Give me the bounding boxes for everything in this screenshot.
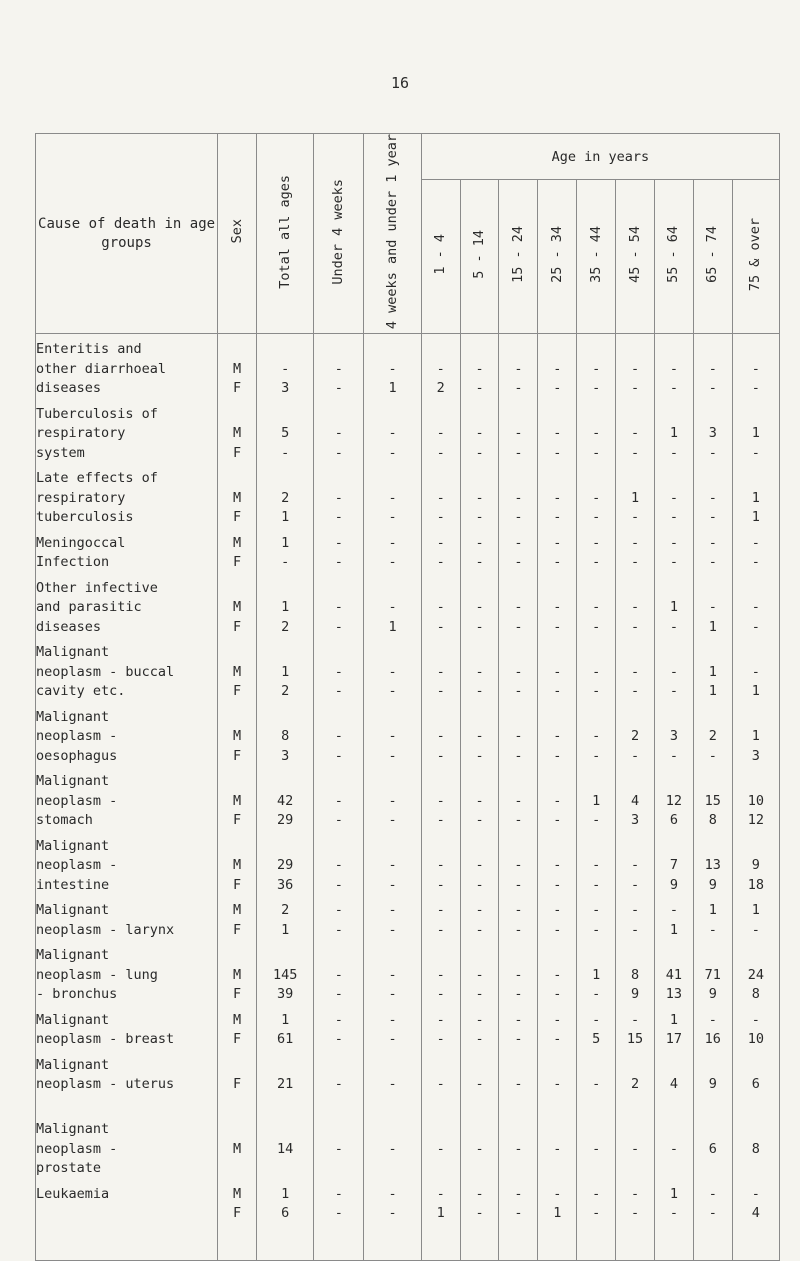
value-cell: - - <box>314 766 364 831</box>
value-cell: - - <box>314 637 364 702</box>
value-cell: 15 8 <box>693 766 732 831</box>
value-cell: - - <box>314 399 364 464</box>
value-cell: 3 - <box>693 399 732 464</box>
value-cell: - - <box>577 573 616 638</box>
value-cell: - - <box>364 1179 421 1261</box>
value-cell: - - <box>538 831 577 896</box>
value-cell: - <box>314 1114 364 1179</box>
value-cell: - - <box>364 1005 421 1050</box>
value-cell: - - <box>314 702 364 767</box>
value-cell: - - <box>421 766 460 831</box>
value-cell: - - <box>499 463 538 528</box>
page-number: 16 <box>390 74 410 92</box>
table-row <box>36 940 780 1005</box>
value-cell: - - <box>460 334 499 399</box>
value-cell: - - <box>421 1005 460 1050</box>
value-cell: - - <box>499 399 538 464</box>
cause-label: Malignant neoplasm - oesophagus <box>36 702 218 767</box>
value-cell: - - <box>364 940 421 1005</box>
header-4-weeks-1-year: 4 weeks and under 1 year <box>364 134 421 334</box>
cause-label: Leukaemia <box>36 1179 218 1261</box>
value-cell: - - <box>499 940 538 1005</box>
table-row <box>36 463 780 528</box>
value-cell: 1 - <box>732 399 779 464</box>
cause-label: Malignant neoplasm - intestine <box>36 831 218 896</box>
table-row <box>36 528 780 573</box>
cause-label: Tuberculosis of respiratory system <box>36 399 218 464</box>
value-cell: - - <box>314 573 364 638</box>
value-cell: - - <box>499 1005 538 1050</box>
table-row <box>36 399 780 464</box>
value-cell: - - <box>538 573 577 638</box>
value-cell: - - <box>314 528 364 573</box>
value-cell: 1 17 <box>654 1005 693 1050</box>
value-cell: - - <box>421 528 460 573</box>
value-cell: - - <box>577 1179 616 1261</box>
value-cell: - - <box>314 1179 364 1261</box>
value-cell: - - <box>421 463 460 528</box>
sex-cell: F <box>218 1050 257 1115</box>
value-cell: - - <box>460 702 499 767</box>
value-cell: - 1 <box>732 637 779 702</box>
cause-label: Malignant neoplasm - larynx <box>36 895 218 940</box>
value-cell: - <box>460 1114 499 1179</box>
cause-label: Meningoccal Infection <box>36 528 218 573</box>
sex-cell: M F <box>218 528 257 573</box>
value-cell: - - <box>732 528 779 573</box>
value-cell: - - <box>732 334 779 399</box>
cause-label: Malignant neoplasm - prostate <box>36 1114 218 1179</box>
value-cell: - - <box>460 895 499 940</box>
value-cell: - - <box>616 399 655 464</box>
value-cell: 1 2 <box>257 573 314 638</box>
value-cell: 1 - <box>577 940 616 1005</box>
sex-cell: M F <box>218 831 257 896</box>
value-cell: 4 3 <box>616 766 655 831</box>
value-cell: 2 - <box>693 702 732 767</box>
cause-label: Late effects of respiratory tuberculosis <box>36 463 218 528</box>
value-cell: 13 9 <box>693 831 732 896</box>
value-cell: 1 - <box>654 573 693 638</box>
value-cell: - 10 <box>732 1005 779 1050</box>
value-cell: 1 1 <box>732 463 779 528</box>
value-cell: 1 3 <box>732 702 779 767</box>
value-cell: - - <box>654 637 693 702</box>
table-row <box>36 766 780 831</box>
value-cell: 24 8 <box>732 940 779 1005</box>
value-cell: - - <box>499 1179 538 1261</box>
cause-label: Malignant neoplasm - lung - bronchus <box>36 940 218 1005</box>
value-cell: - 15 <box>616 1005 655 1050</box>
value-cell: - - <box>499 831 538 896</box>
value-cell: 1 - <box>654 399 693 464</box>
cause-label: Malignant neoplasm - uterus <box>36 1050 218 1115</box>
value-cell: - <box>460 1050 499 1115</box>
value-cell: - - <box>460 766 499 831</box>
value-cell: - 16 <box>693 1005 732 1050</box>
sex-cell: M F <box>218 1005 257 1050</box>
value-cell: - <box>314 1050 364 1115</box>
value-cell: 145 39 <box>257 940 314 1005</box>
value-cell: - - <box>364 637 421 702</box>
sex-cell: M F <box>218 463 257 528</box>
value-cell: - - <box>499 334 538 399</box>
value-cell: - <box>654 1114 693 1179</box>
table-row <box>36 1114 780 1179</box>
value-cell: - - <box>577 831 616 896</box>
header-age-45-54: 45 - 54 <box>616 180 655 334</box>
value-cell: 10 12 <box>732 766 779 831</box>
value-cell: 1 - <box>732 895 779 940</box>
value-cell: - - <box>421 940 460 1005</box>
sex-cell: M F <box>218 399 257 464</box>
value-cell: - - <box>499 637 538 702</box>
value-cell: - 4 <box>732 1179 779 1261</box>
value-cell: - - <box>460 528 499 573</box>
value-cell: 42 29 <box>257 766 314 831</box>
value-cell: - <box>364 1050 421 1115</box>
value-cell: - <box>364 1114 421 1179</box>
header-age-25-34: 25 - 34 <box>538 180 577 334</box>
cause-label: Malignant neoplasm - breast <box>36 1005 218 1050</box>
table-row <box>36 702 780 767</box>
value-cell: - - <box>616 528 655 573</box>
value-cell: - - <box>577 334 616 399</box>
value-cell: - - <box>460 637 499 702</box>
value-cell: - - <box>499 766 538 831</box>
value-cell: - - <box>577 895 616 940</box>
value-cell: 12 6 <box>654 766 693 831</box>
value-cell: 5 - <box>257 399 314 464</box>
value-cell: - - <box>577 463 616 528</box>
sex-cell: M F <box>218 637 257 702</box>
value-cell: - - <box>499 895 538 940</box>
value-cell: - <box>499 1050 538 1115</box>
header-cause: Cause of death in age groups <box>36 134 218 334</box>
mortality-table <box>35 133 780 1261</box>
value-cell: 3 - <box>654 702 693 767</box>
sex-cell: M F <box>218 573 257 638</box>
value-cell: - 1 <box>364 573 421 638</box>
value-cell: - - <box>314 940 364 1005</box>
value-cell: - - <box>538 1005 577 1050</box>
sex-cell: M F <box>218 702 257 767</box>
value-cell: - <box>421 1050 460 1115</box>
value-cell: 2 - <box>616 702 655 767</box>
value-cell: 1 - <box>257 528 314 573</box>
header-age-in-years: Age in years <box>421 134 779 180</box>
value-cell: 1 - <box>616 463 655 528</box>
value-cell: - 3 <box>257 334 314 399</box>
value-cell: - 1 <box>693 573 732 638</box>
value-cell: - - <box>732 573 779 638</box>
cause-label: Enteritis and other diarrhoeal diseases <box>36 334 218 399</box>
sex-cell: M F <box>218 940 257 1005</box>
value-cell: - <box>616 1114 655 1179</box>
value-cell: - - <box>654 334 693 399</box>
value-cell: - 5 <box>577 1005 616 1050</box>
value-cell: - - <box>364 528 421 573</box>
table-row <box>36 334 780 399</box>
value-cell: - - <box>364 463 421 528</box>
value-cell: - - <box>364 895 421 940</box>
header-age-55-64: 55 - 64 <box>654 180 693 334</box>
header-sex: Sex <box>218 134 257 334</box>
value-cell: - - <box>538 940 577 1005</box>
value-cell: - - <box>577 528 616 573</box>
value-cell: - - <box>421 399 460 464</box>
value-cell: - <box>421 1114 460 1179</box>
table-body <box>36 334 780 1261</box>
value-cell: - - <box>577 702 616 767</box>
value-cell: 1 - <box>577 766 616 831</box>
value-cell: - - <box>421 895 460 940</box>
value-cell: 1 - <box>693 895 732 940</box>
value-cell: - - <box>538 766 577 831</box>
value-cell: - - <box>538 702 577 767</box>
value-cell: - <box>538 1050 577 1115</box>
value-cell: - - <box>654 528 693 573</box>
value-cell: - - <box>538 334 577 399</box>
value-cell: - - <box>460 1179 499 1261</box>
value-cell: - - <box>364 766 421 831</box>
sex-cell: M F <box>218 334 257 399</box>
value-cell: - - <box>538 895 577 940</box>
cause-label: Malignant neoplasm - stomach <box>36 766 218 831</box>
value-cell: - - <box>616 1179 655 1261</box>
value-cell: - - <box>364 702 421 767</box>
table-row <box>36 831 780 896</box>
value-cell: 1 6 <box>257 1179 314 1261</box>
value-cell: - - <box>314 334 364 399</box>
value-cell: - - <box>364 831 421 896</box>
value-cell: - - <box>693 528 732 573</box>
header-total: Total all ages <box>257 134 314 334</box>
cause-label: Malignant neoplasm - buccal cavity etc. <box>36 637 218 702</box>
value-cell: - - <box>364 399 421 464</box>
value-cell: 2 <box>616 1050 655 1115</box>
value-cell: 1 61 <box>257 1005 314 1050</box>
value-cell: - - <box>616 637 655 702</box>
value-cell: - - <box>460 831 499 896</box>
value-cell: 9 <box>693 1050 732 1115</box>
value-cell: - - <box>460 573 499 638</box>
value-cell: - - <box>460 463 499 528</box>
value-cell: - - <box>654 463 693 528</box>
value-cell: - <box>577 1050 616 1115</box>
value-cell: - 2 <box>421 334 460 399</box>
value-cell: - - <box>693 1179 732 1261</box>
sex-cell: M F <box>218 766 257 831</box>
value-cell: - - <box>460 399 499 464</box>
value-cell: - - <box>538 463 577 528</box>
table-row <box>36 573 780 638</box>
value-cell: - - <box>538 637 577 702</box>
table-row <box>36 1005 780 1050</box>
value-cell: - - <box>314 463 364 528</box>
value-cell: - - <box>460 940 499 1005</box>
value-cell: - - <box>421 573 460 638</box>
header-under-4-weeks: Under 4 weeks <box>314 134 364 334</box>
value-cell: - - <box>421 637 460 702</box>
sex-cell: M F <box>218 1179 257 1261</box>
value-cell: - - <box>616 334 655 399</box>
value-cell: - - <box>693 334 732 399</box>
value-cell: 4 <box>654 1050 693 1115</box>
table-row <box>36 895 780 940</box>
value-cell: 6 <box>693 1114 732 1179</box>
value-cell: 2 1 <box>257 463 314 528</box>
value-cell: - 1 <box>538 1179 577 1261</box>
value-cell: 71 9 <box>693 940 732 1005</box>
value-cell: 1 1 <box>693 637 732 702</box>
value-cell: - - <box>616 573 655 638</box>
table-row <box>36 637 780 702</box>
value-cell: - - <box>616 831 655 896</box>
value-cell: 8 3 <box>257 702 314 767</box>
header-age-35-44: 35 - 44 <box>577 180 616 334</box>
value-cell: 8 <box>732 1114 779 1179</box>
value-cell: - 1 <box>421 1179 460 1261</box>
header-age-75-over: 75 & over <box>732 180 779 334</box>
value-cell: 41 13 <box>654 940 693 1005</box>
value-cell: 21 <box>257 1050 314 1115</box>
sex-cell: M F <box>218 895 257 940</box>
value-cell: - 1 <box>364 334 421 399</box>
value-cell: - <box>577 1114 616 1179</box>
value-cell: - - <box>693 463 732 528</box>
value-cell: - - <box>314 895 364 940</box>
value-cell: 29 36 <box>257 831 314 896</box>
header-age-1-4: 1 - 4 <box>421 180 460 334</box>
value-cell: - - <box>538 399 577 464</box>
value-cell: - - <box>460 1005 499 1050</box>
value-cell: 14 <box>257 1114 314 1179</box>
value-cell: - - <box>314 1005 364 1050</box>
value-cell: 2 1 <box>257 895 314 940</box>
value-cell: - - <box>421 831 460 896</box>
value-cell: 9 18 <box>732 831 779 896</box>
value-cell: 8 9 <box>616 940 655 1005</box>
header-age-5-14: 5 - 14 <box>460 180 499 334</box>
sex-cell: M <box>218 1114 257 1179</box>
table-row <box>36 1179 780 1261</box>
value-cell: 7 9 <box>654 831 693 896</box>
value-cell: - - <box>616 895 655 940</box>
header-age-65-74: 65 - 74 <box>693 180 732 334</box>
value-cell: - <box>538 1114 577 1179</box>
table-row <box>36 1050 780 1115</box>
value-cell: - - <box>499 573 538 638</box>
value-cell: - - <box>314 831 364 896</box>
value-cell: 6 <box>732 1050 779 1115</box>
cause-label: Other infective and parasitic diseases <box>36 573 218 638</box>
header-age-15-24: 15 - 24 <box>499 180 538 334</box>
value-cell: - - <box>577 399 616 464</box>
value-cell: - - <box>499 528 538 573</box>
value-cell: - - <box>499 702 538 767</box>
value-cell: - <box>499 1114 538 1179</box>
value-cell: - 1 <box>654 895 693 940</box>
value-cell: 1 - <box>654 1179 693 1261</box>
value-cell: - - <box>577 637 616 702</box>
value-cell: - - <box>538 528 577 573</box>
value-cell: - - <box>421 702 460 767</box>
value-cell: 1 2 <box>257 637 314 702</box>
